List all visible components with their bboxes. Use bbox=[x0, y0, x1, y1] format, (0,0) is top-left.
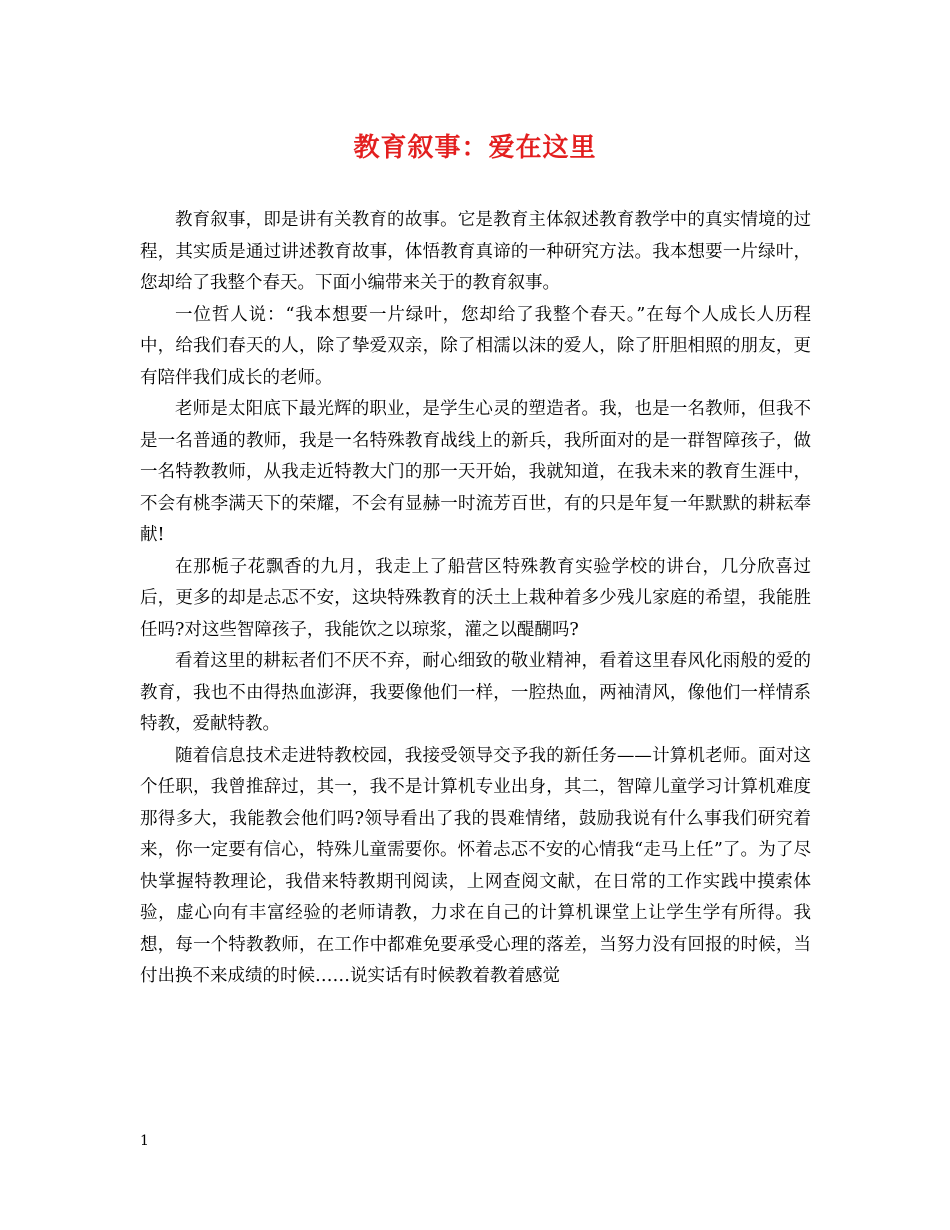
paragraph-2: 一位哲人说：“我本想要一片绿叶，您却给了我整个春天。”在每个人成长人历程中，给我们春天的人，除了挚爱双亲，除了相濡以沫的爱人，除了肝胆相照的朋友，更有陪伴我们成长的老师。 bbox=[140, 304, 811, 388]
document-title: 教育叙事：爱在这里 bbox=[353, 133, 597, 163]
paragraph-1: 教育叙事，即是讲有关教育的故事。它是教育主体叙述教育教学中的真实情境的过程，其实质是通过讲述教育故事，体悟教育真谛的一种研究方法。我本想要一片绿叶，您却给了我整个春天。下面小编带来关于的教育叙事。 bbox=[140, 210, 811, 293]
paragraph-4: 在那栀子花飘香的九月，我走上了船营区特殊教育实验学校的讲台，几分欣喜过后，更多的却是忐忑不安，这块特殊教育的沃土上栽种着多少残儿家庭的希望，我能胜任吗?对这些智障孩子，我能饮之以琼浆，灌之以醍醐吗? bbox=[140, 556, 811, 640]
page-number: 1 bbox=[140, 1133, 149, 1149]
paragraph-5: 看着这里的耕耘者们不厌不弃，耐心细致的敬业精神，看着这里春风化雨般的爱的教育，我也不由得热血澎湃，我要像他们一样，一腔热血，两袖清风，像他们一样情系特教，爱献特教。 bbox=[140, 651, 811, 734]
paragraph-3: 老师是太阳底下最光辉的职业，是学生心灵的塑造者。我，也是一名教师，但我不是一名普通的教师，我是一名特殊教育战线上的新兵，我所面对的是一群智障孩子，做一名特教教师，从我走近特教大门的那一天开始，我就知道，在我未来的教育生涯中，不会有桃李满天下的荣耀，不会有显赫一时流芳百世，有的只是年复一年默默的耕耘奉献! bbox=[140, 399, 811, 545]
paragraph-6: 随着信息技术走进特教校园，我接受领导交予我的新任务——计算机老师。面对这个任职，我曾推辞过，其一，我不是计算机专业出身，其二，智障儿童学习计算机难度那得多大，我能教会他们吗?领导看出了我的畏难情绪，鼓励我说有什么事我们研究着来，你一定要有信心，特殊儿童需要你。怀着忐忑不安的心情我“走马上任”了。为了尽快掌握特教理论，我借来特教期刊阅读，上网查阅文献，在日常的工作实践中摸索体验，虚心向有丰富经验的老师请教，力求在自己的计算机课堂上让学生学有所得。我想，每一个特教教师，在工作中都难免要承受心理的落差，当努力没有回报的时候，当付出换不来成绩的时候……说实话有时候教着教着感觉 bbox=[140, 745, 811, 986]
document-body bbox=[140, 205, 811, 993]
